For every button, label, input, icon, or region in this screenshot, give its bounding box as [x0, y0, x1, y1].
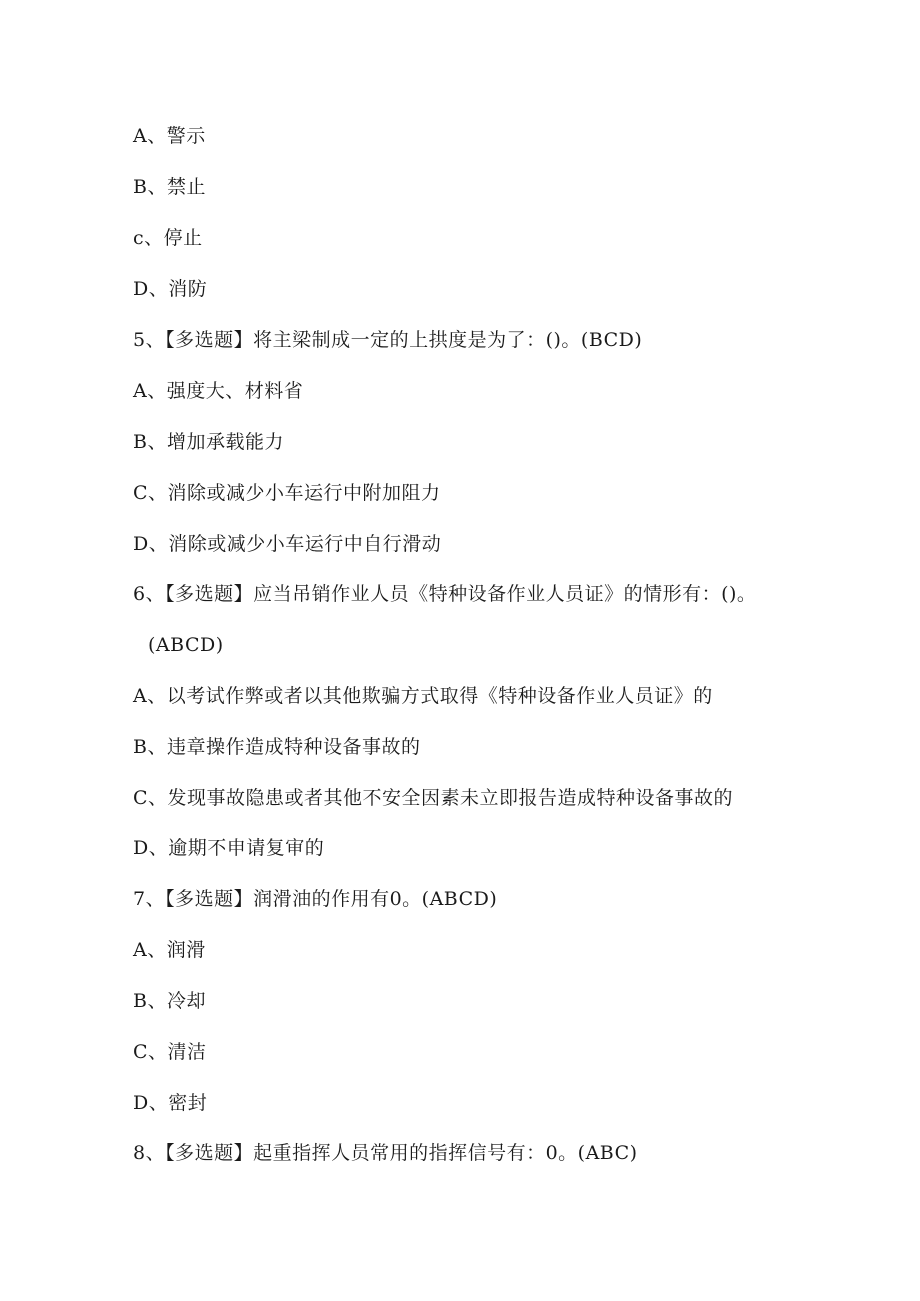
q5-option-d: D、消除或减少小车运行中自行滑动: [133, 533, 442, 555]
q5-option-b: B、增加承载能力: [133, 431, 284, 453]
option-d-line: D、消防: [133, 278, 208, 300]
q5-option-a: A、强度大、材料省: [133, 380, 304, 402]
question-5: 5、【多选题】将主梁制成一定的上拱度是为了：()。(BCD): [133, 329, 643, 351]
option-c-line: c、停止: [133, 227, 203, 249]
question-8: 8、【多选题】起重指挥人员常用的指挥信号有：0。(ABC): [133, 1142, 638, 1164]
q5-option-c: C、消除或减少小车运行中附加阻力: [133, 482, 441, 504]
q7-option-c: C、清洁: [133, 1041, 207, 1063]
q6-option-c: C、发现事故隐患或者其他不安全因素未立即报告造成特种设备事故的: [133, 787, 734, 809]
q7-option-a: A、润滑: [133, 939, 206, 961]
question-7: 7、【多选题】润滑油的作用有0。(ABCD): [133, 888, 498, 910]
q6-option-d: D、逾期不申请复审的: [133, 837, 325, 859]
q6-option-b: B、违章操作造成特种设备事故的: [133, 736, 421, 758]
option-a-line: A、警示: [133, 125, 206, 147]
option-b-line: B、禁止: [133, 176, 206, 198]
q6-option-a: A、以考试作弊或者以其他欺骗方式取得《特种设备作业人员证》的: [133, 685, 713, 707]
q7-option-b: B、冷却: [133, 990, 206, 1012]
question-6-answer: (ABCD): [148, 634, 224, 656]
q7-option-d: D、密封: [133, 1092, 208, 1114]
question-6: 6、【多选题】应当吊销作业人员《特种设备作业人员证》的情形有：()。: [133, 583, 757, 605]
